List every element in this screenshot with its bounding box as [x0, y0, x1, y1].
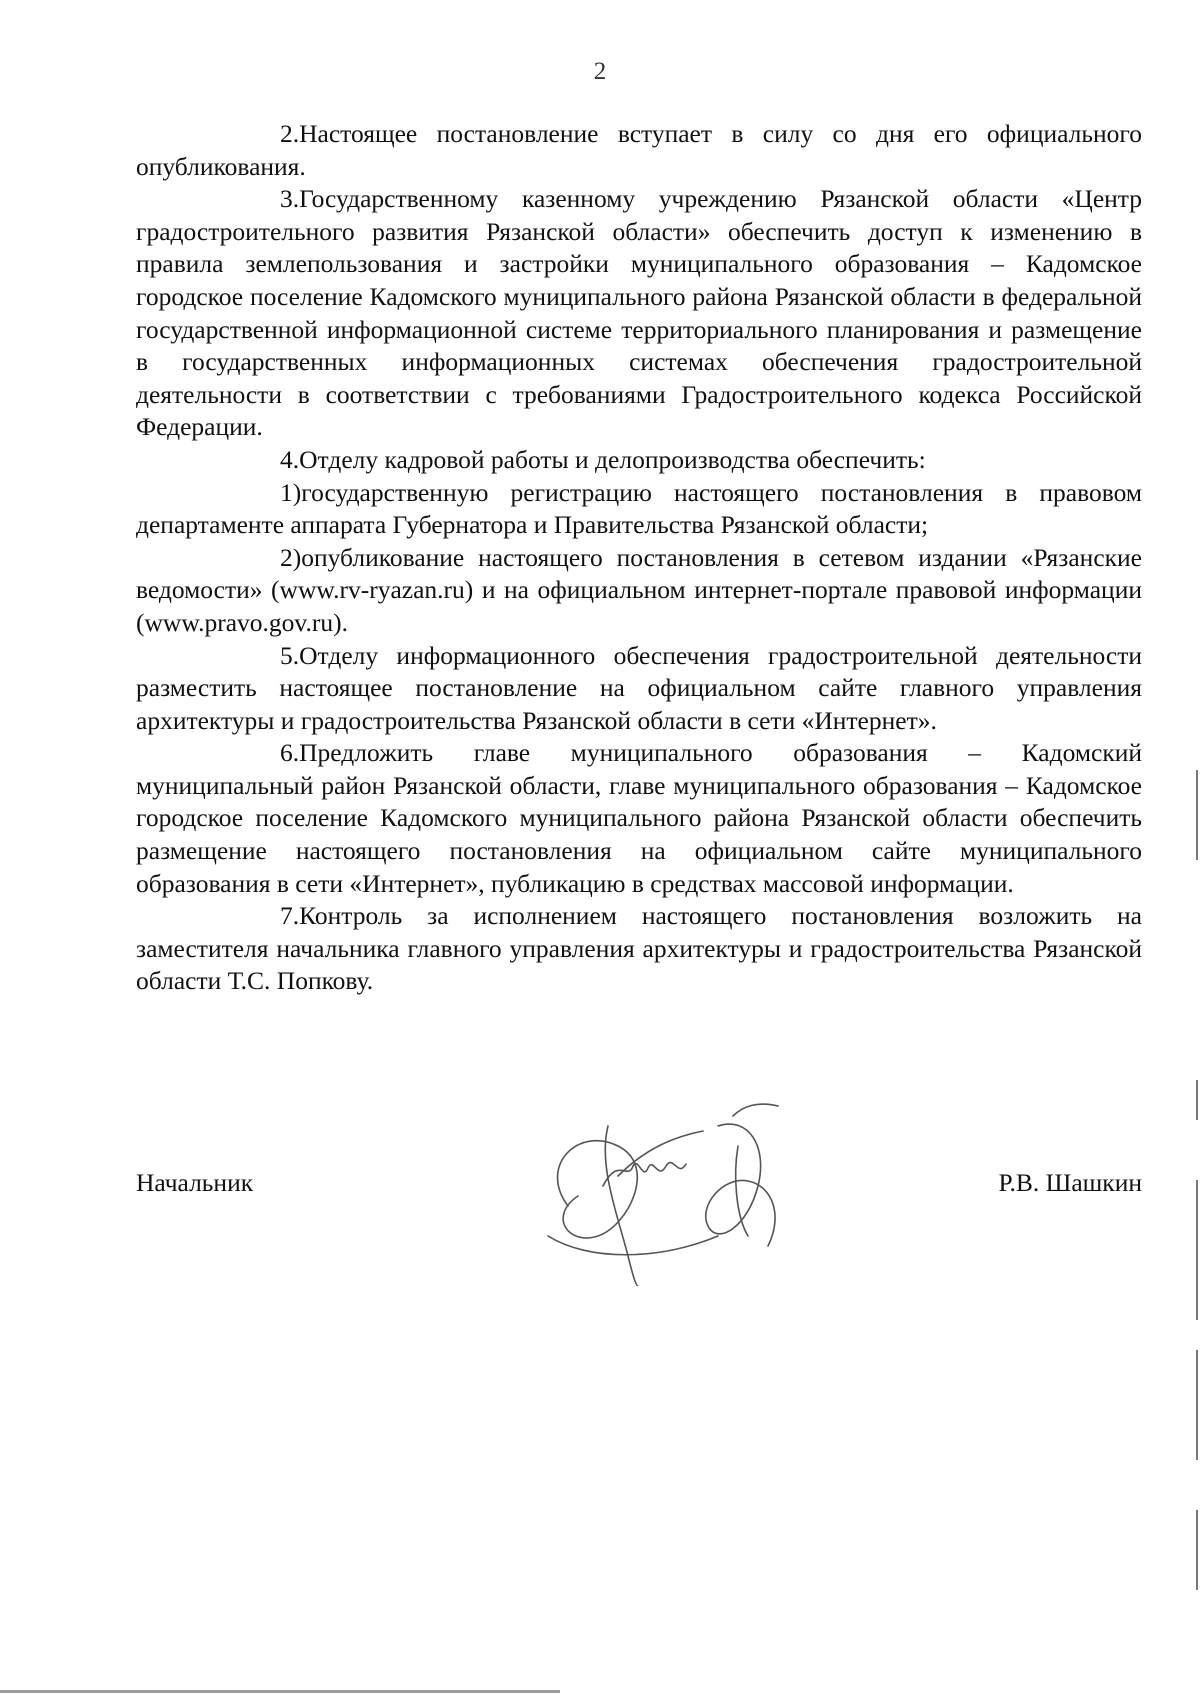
page-number: 2: [593, 58, 607, 85]
paragraph-4: [136, 444, 1142, 477]
handwritten-signature: [508, 1086, 828, 1286]
paragraph-7: [136, 900, 1142, 998]
paragraph-text: Отделу информационного обеспечения градостроительной деятельности разместить настоящее постановление на официальном сайте главного управления архитектуры и градостроительства Рязанской области в сети «Интернет».: [136, 640, 1142, 735]
paragraph-3: [136, 183, 1142, 444]
signatory-title: Начальник: [136, 1168, 254, 1197]
signatory-name: Р.В. Шашкин: [998, 1168, 1142, 1197]
paragraph-text: Государственному казенному учреждению Рязанской области «Центр градостроительного развития Рязанской области» обеспечить доступ к изменению в правила землепользования и застройки муниципального образования – Кадомское городское поселение Кадомского муниципального района Рязанской области в федеральной государственной информационной системе территориального планирования и размещение в государственных информационных системах обеспечения градостроительной деятельности в соответствии с требованиями Градостроительного кодекса Российской Федерации.: [136, 184, 1142, 442]
paragraph-number: 5.: [280, 640, 300, 670]
paragraph-number: 7.: [280, 901, 300, 931]
paragraph-number: 4.: [280, 444, 300, 474]
paragraph-number: 6.: [280, 738, 300, 768]
paragraph-text: государственную регистрацию настоящего постановления в правовом департаменте аппарата Губернатора и Правительства Рязанской области;: [136, 477, 1142, 540]
paragraph-2: [136, 118, 1142, 183]
paragraph-text: Контроль за исполнением настоящего постановления возложить на заместителя начальника главного управления архитектуры и градостроительства Рязанской области Т.С. Попкову.: [136, 901, 1142, 996]
paragraph-text: Отделу кадровой работы и делопроизводства обеспечить:: [299, 444, 926, 474]
subparagraph-4-2: [136, 542, 1142, 640]
subparagraph-4-1: [136, 477, 1142, 542]
paragraph-6: [136, 737, 1142, 900]
paragraph-5: [136, 640, 1142, 738]
scan-edge-mark: [1196, 770, 1198, 860]
paragraph-number: 2): [280, 542, 302, 572]
document-body: [136, 118, 1142, 998]
paragraph-text: Предложить главе муниципального образования – Кадомский муниципальный район Рязанской области, главе муниципального образования – Кадомское городское поселение Кадомского муниципального района Рязанской области обеспечить размещение настоящего постановления на официальном сайте муниципального образования в сети «Интернет», публикацию в средствах массовой информации.: [136, 738, 1142, 898]
scan-edge-mark: [1196, 1350, 1198, 1460]
paragraph-number: 1): [280, 477, 302, 507]
paragraph-number: 2.: [280, 119, 300, 148]
scan-bottom-edge: [0, 1690, 560, 1693]
paragraph-text: опубликование настоящего постановления в сетевом издании «Рязанские ведомости» (www.rv-ryazan.ru) и на официальном интернет-портале правовой информации (www.pravo.gov.ru).: [136, 542, 1142, 637]
paragraph-text: Настоящее постановление вступает в силу со дня его официального опубликования.: [136, 119, 1142, 181]
paragraph-number: 3.: [280, 184, 300, 214]
scan-edge-mark: [1196, 1180, 1198, 1320]
scan-edge-mark: [1196, 1080, 1198, 1120]
scan-edge-mark: [1196, 1510, 1198, 1590]
